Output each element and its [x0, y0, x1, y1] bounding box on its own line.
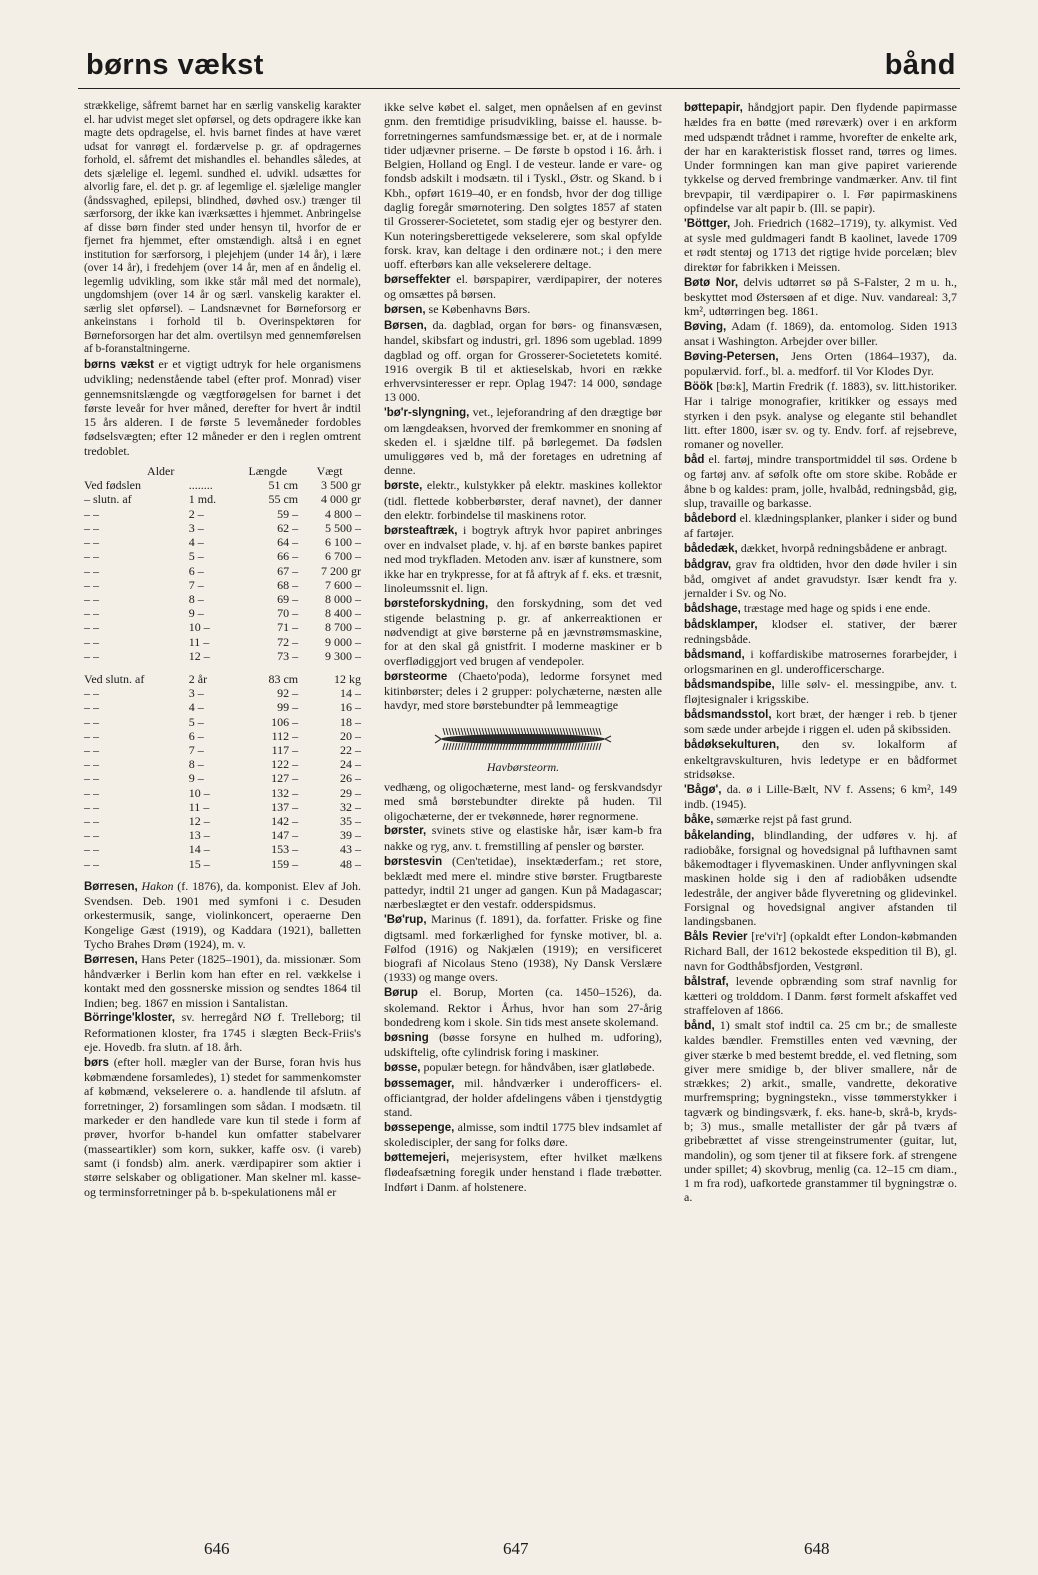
- entry-term: Børresen,: [84, 953, 138, 966]
- growth-table-header: [84, 464, 361, 478]
- entry-term: bådgrav,: [684, 558, 732, 571]
- entry-text: Joh. Friedrich (1682–1719), ty. alkymist. Ved at sysle med guldmageri fandt B kaolinet, lavede 1709 et rødt stentøj og 1713 det rigtige hvide porcelæn; blev direktør for fabrikken i Meissen.: [684, 215, 958, 274]
- entry-bors: [84, 1055, 361, 1199]
- age-value: 9 –: [188, 606, 204, 621]
- entry-text: Adam (f. 1869), da. entomolog. Siden 1913 ansat i Washington. Arbejder over biller.: [684, 318, 957, 349]
- entry-bor-slyngning: [384, 405, 662, 477]
- age-value: 1 md.: [188, 492, 217, 507]
- weight-value: 8 000 –: [325, 591, 361, 606]
- growth-row: [84, 715, 361, 729]
- page-number: 646: [204, 1539, 230, 1558]
- entry-term: bøsse,: [384, 1061, 421, 1074]
- entry-term: Børresen,: [84, 880, 138, 893]
- entry-bottemejeri: [384, 1150, 662, 1194]
- growth-table: [84, 464, 361, 871]
- entry-baalstraf: [684, 974, 957, 1018]
- entry-baadebord: [684, 511, 957, 541]
- entry-text: elektr., kulstykker på elektr. maskines kollektor (tidl. flettede kobberbørster, deraf navnet), der danner den elektr. forbindelse til maskinens rotor.: [384, 478, 662, 522]
- weight-value: 22 –: [340, 742, 361, 757]
- age-value: 12 –: [188, 813, 210, 828]
- age-value: 4 –: [188, 700, 204, 715]
- growth-row: [84, 507, 361, 521]
- growth-row: [84, 686, 361, 700]
- length-value: 62 –: [277, 520, 299, 535]
- age-value: 11 –: [188, 799, 210, 814]
- weight-value: 9 300 –: [325, 648, 361, 663]
- weight-value: 4 000 gr: [321, 492, 361, 507]
- growth-row: [84, 786, 361, 800]
- age-label: Ved slutn. af: [84, 671, 145, 686]
- growth-row: [84, 592, 361, 606]
- length-value: 106 –: [271, 714, 299, 729]
- entry-baadedaek: [684, 541, 957, 556]
- length-value: 142 –: [271, 813, 299, 828]
- age-value: 8 –: [188, 757, 204, 772]
- entry-borns-vaekst: [84, 357, 361, 458]
- age-value: 10 –: [188, 785, 210, 800]
- entry-term: Båls Revier: [684, 931, 748, 944]
- weight-value: 35 –: [340, 813, 361, 828]
- growth-row: [84, 521, 361, 535]
- length-value: 70 –: [277, 606, 299, 621]
- entry-continuation: ikke selve købet el. salget, men opnåelsen af en gevinst gnm. den fremtidige prisudvikling, baisse el. hausse. b-forretningernes samfundsmæssige bet. er, at de i normale tider udjævner priserne. – De første b opstod i 16. årh. i Belgien, Holland og Engl. I de vesteur. lande er vare- og fondsb adskilt i modsætn. til i Tyskl., Østr. og Skand. b i Kbh., opført 1619–40, er en fondsb, hvor der dog tillige daglig foregår smørnotering. Den solgtes 1857 af staten til Grosserer-Societetet, som stadig ejer og bestyrer den. Kun noteringsberettigede vekselerere, som skal opfylde forsk. krav, kan deltage i den ordinære not.; i den mere uoff. efterbørs kan alle vekselerere deltage.: [384, 100, 662, 272]
- entry-text: mil. håndværker i underofficers- el. officiantgrad, der holder afdelingens våben i tjenstdygtig stand.: [384, 1075, 663, 1120]
- entry-baadgrav: [684, 557, 957, 601]
- entry-term: Börringe'kloster,: [84, 1012, 175, 1025]
- age-value: 7 –: [188, 742, 204, 757]
- entry-text: håndgjort papir. Den flydende papirmasse hældes fra en bøtte (med røreværk) over i en arkform med udspændt trådnet i ramme, hvorefter de enkelte ark, der har en karakteristisk flosset rand, tørres og limes. Under formningen kan man give papiret varierende tykkelse og derved frembringe vandmærker. Anv. til fint brevpapir, til værdipapirer o. l. Før papirmaskinens opfindelse var alt papir b. (Ill. se papir).: [684, 100, 957, 216]
- age-label: – –: [84, 742, 99, 757]
- age-value: 4 –: [188, 535, 204, 550]
- entry-baake: [684, 812, 957, 827]
- age-label: – –: [84, 700, 99, 715]
- left-guide-word: børns vækst: [86, 49, 264, 81]
- growth-row: [84, 800, 361, 814]
- entry-text: da. ø i Lille-Bælt, NV f. Assens; 6 km², 149 indb. (1945).: [684, 781, 957, 811]
- weight-value: 48 –: [340, 856, 361, 871]
- entry-term: børsen,: [384, 304, 426, 317]
- entry-term: børsteorme: [384, 670, 448, 683]
- entry-borster: [384, 823, 662, 853]
- weight-value: 24 –: [340, 757, 361, 772]
- age-label: – –: [84, 813, 99, 828]
- entry-text: lille sølv- el. messingpibe, anv. t. fløjtesignaler i krigsskibe.: [684, 677, 958, 707]
- age-label: – –: [84, 606, 99, 621]
- age-label: – –: [84, 620, 99, 635]
- entry-text: grav fra oldtiden, hvor den døde hviler i sin båd, omgivet af andet gravudstyr. Især kendt fra y. jernalder i Sv. og No.: [684, 556, 958, 601]
- age-label: – –: [84, 728, 99, 743]
- entry-term: bøssemager,: [384, 1077, 455, 1090]
- length-value: 64 –: [277, 535, 299, 550]
- entry-text: klodser el. stativer, der bærer redningsbåde.: [684, 616, 957, 647]
- column-2: [384, 100, 662, 1194]
- entry-term: bådsmandsstol,: [684, 709, 772, 722]
- entry-text: blindlanding, der udføres v. hj. af radiobåke, forsignal og hovedsignal på lufthavnen samt båkemodtager i flyvemaskinen. Under anflyvningen skal maskinen holde sig i den af radiobåken udsendte ledestråle, der angiver både flyveretning og glidevinkel. Forsignal og hovedsignal angiver afstanden til landingsbanen.: [684, 827, 957, 929]
- entry-baadsmandspibe: [684, 677, 957, 707]
- entry-text: sømærke rejst på fast grund.: [716, 811, 853, 826]
- entry-text: populær betegn. for håndvåben, især glatløbede.: [423, 1059, 655, 1074]
- age-label: Ved fødslen: [84, 478, 141, 493]
- length-value: 68 –: [277, 577, 299, 592]
- entry-bosning: [384, 1030, 662, 1060]
- length-value: 137 –: [271, 799, 299, 814]
- growth-row: [84, 620, 361, 634]
- growth-row: [84, 606, 361, 620]
- age-label: – –: [84, 757, 99, 772]
- age-label: – –: [84, 563, 99, 578]
- length-value: 122 –: [271, 757, 299, 772]
- length-value: 153 –: [271, 842, 299, 857]
- age-label: – –: [84, 714, 99, 729]
- entry-baand: [684, 1018, 957, 1205]
- length-value: 159 –: [271, 856, 299, 871]
- weight-value: 29 –: [340, 785, 361, 800]
- age-value: 3 –: [188, 686, 204, 701]
- entry-continuation: strækkelige, såfremt barnet har en særlig vanskelig karakter el. har udvist meget slet opførsel, og dets opdragere ikke kan magte dets opdragelse, el. hvis barnet findes at have været udsat for vanrøgt el. fordærvelse p. gr. af opdragernes forhold, el. såfremt det mishandles el. behandles således, at dets sjælelige el. legeml. sundhed el. udvikl. udsættes for alvorlig fare, el. det p. gr. af legemlige el. sjælelige mangler (åndssvaghed, epilepsi, blindhed, døvhed osv.) trænger til særforsorg, der ikke kan iværksættes i hjemmet. Anbringelse af disse børn finder sted under hensyn til, hvorfor de er fjernet fra hjemmet, efter omstændigh. altså i en egnet institution for særforsorg, i plejehjem (under 14 år), i lære (over 14 år), i fredehjem (over 14 år, men af en åndelig el. legemlig udvikling, som ikke står mål med det normale), ungdomshjem (over 14 år og særl. vanskelig karakter el. særlig slet opførsel). – Landsnævnet for Børneforsorg er ankeinstans i forhold til b. Overinspektøren for Børneforsorgen har det alm. overtilsyn med gennemførelsen af b-foranstaltningerne.: [84, 100, 361, 355]
- column-1: [84, 100, 361, 1199]
- entry-borste: [384, 478, 662, 522]
- entry-boving: [684, 319, 957, 349]
- length-value: 66 –: [277, 549, 299, 564]
- entry-text: el. klædningsplanker, planker i sider og bund af fartøjer.: [684, 510, 958, 541]
- entry-term: Böök: [684, 381, 713, 394]
- growth-row: [84, 672, 361, 686]
- entry-term: Bøtø Nor,: [684, 276, 739, 289]
- entry-term: børns vækst: [84, 359, 154, 371]
- entry-borseffekter: [384, 272, 662, 302]
- entry-text: (efter holl. mægler van der Burse, foran hvis hus købmændene forsamledes), 1) stedet for sammenkomster af købmænd, vekselerere o. a. handlende til afslutn. af forretninger, 2) forsamlingen som sådan. I modsætn. til markeder er den handlede vare kun til stede i form af prøver, hvorfor b-handel kun omfatter stabelvarer (masseartikler) som korn, sukker, kaffe osv. (i vareb) samt (i fondsb) alm. anerk. værdipapirer som aktier i større selskaber og obligationer. Man skelner ml. kasse- og terminsforretninger på b. b-spekulationens mål er: [84, 1054, 362, 1199]
- entry-text: den sv. lokalform af enkeltgravskulturen, hvis ledetype er en bådformet stridsøkse.: [684, 737, 958, 781]
- length-value: 73 –: [277, 648, 299, 663]
- age-value: 8 –: [188, 591, 204, 606]
- length-value: 69 –: [277, 591, 299, 606]
- entry-text: kort bræt, der hænger i reb. b tjener som sæde under arbejde i riggen el. uden på skibssiden.: [684, 707, 958, 737]
- length-value: 72 –: [277, 634, 299, 649]
- weight-value: 12 kg: [334, 671, 361, 686]
- growth-row: [84, 771, 361, 785]
- weight-value: 9 000 –: [325, 634, 361, 649]
- entry-term: bøsning: [384, 1031, 429, 1044]
- entry-text: 1) smalt stof indtil ca. 25 cm br.; de smalleste kaldes bændler. Fremstilles enten ved vævning, der giver stærke b med bestemt bredde, el. ved fletning, som giver mere smidige b, der bliver smallere, når de strækkes; 2) arkit., smalle, vandrette, dekorative murfremspring; bygningstekn., visse tømmerstykker i tagværk og bindingsværk, f. eks. hane-b, skrå-b, kryds-b; 3) mus., smalle metallister der går på tværs af gribebrættet af visse strengeinstrumenter (guitar, lut, mandolin), og som tjener til at fiksere fork. af strengene under spillet; 4) skovbrug, menlig (ca. 12–15 cm diam., 1 m fra rod), uafkortede granstammer til bygningstræ o. a.: [684, 1017, 958, 1205]
- entry-term: børseffekter: [384, 274, 451, 287]
- entry-term: børste,: [384, 480, 423, 493]
- entry-text: el. Borup, Morten (ca. 1450–1526), da. skolemand. Rektor i Århus, hvor han som 27-årig bondedreng kom i skole. Sin tids mest ansete skolemand.: [384, 985, 663, 1029]
- entry-baadokse: [684, 737, 957, 781]
- age-label: – –: [84, 686, 99, 701]
- growth-row: [84, 857, 361, 871]
- entry-text: vet., lejeforandring af den drægtige bør om længdeaksen, hvorved der fremkommer en snoning af skeden el. i sjældne tilf. på børlegemet. Da fødslen umuliggøres ved b, må der foretages en udretning af denne.: [384, 405, 662, 478]
- weight-value: 6 100 –: [325, 535, 361, 550]
- entry-term: børsteaftræk,: [384, 524, 458, 537]
- entry-term: bådsmand,: [684, 648, 745, 661]
- entry-term: 'Bågø',: [684, 783, 722, 796]
- length-value: 92 –: [277, 686, 299, 701]
- entry-term: bådshage,: [684, 603, 741, 616]
- header-weight: Vægt: [316, 464, 343, 479]
- weight-value: 7 200 gr: [321, 563, 361, 578]
- entry-term: bånd,: [684, 1019, 715, 1032]
- page-header: [78, 44, 960, 89]
- entry-continuation: vedhæng, og oligochæterne, mest land- og ferskvandsdyr med små børstebundter direkte på huden. Til oligochæterne, der er tvekønnede, hører regnormene.: [384, 780, 662, 823]
- weight-value: 5 500 –: [325, 520, 361, 535]
- header-age: Alder: [147, 464, 175, 479]
- age-label: – –: [84, 828, 99, 843]
- age-value: 10 –: [188, 620, 210, 635]
- entry-text: delvis udtørret sø på S-Falster, 2 m u. h., beskyttet mod Østersøen af et dige. Nuv. vandareal: 3,7 km², udtørringen beg. 1861.: [684, 274, 957, 319]
- age-label: – –: [84, 506, 99, 521]
- entry-term: bådedæk,: [684, 542, 738, 555]
- entry-text: (Cen'tetidae), insektæderfam.; ret store, beklædt med mere el. mindre stive børster. Frugtbareste pattedyr, indtil 21 unger ad gangen. Kun på Madagascar; nærbeslægtet er den vestafr. odderspidsmus.: [384, 853, 663, 912]
- bristle-worm-icon: [433, 726, 613, 752]
- growth-row: [84, 729, 361, 743]
- growth-row: [84, 478, 361, 492]
- entry-bosse: [384, 1060, 662, 1075]
- growth-row: [84, 757, 361, 771]
- page-number: 648: [804, 1539, 830, 1558]
- length-value: 99 –: [277, 700, 299, 715]
- age-value: ........: [188, 478, 213, 493]
- page-number: 647: [503, 1539, 529, 1558]
- length-value: 117 –: [271, 742, 299, 757]
- age-value: 5 –: [188, 549, 204, 564]
- entry-text: da. dagblad, organ for børs- og finansvæsen, handel, skibsfart og industri, grl. 1896 som ugeblad. 1899 dagblad og off. organ for Grosserer-Societetets komité. 1916 overgik B til et aktieselskab, hvori en række erhvervsinteresser er repr. Oplag 1947: 14 000, søndage 13 000.: [384, 317, 662, 405]
- age-value: 13 –: [188, 828, 210, 843]
- growth-row: [84, 842, 361, 856]
- entry-borsteforskydning: [384, 596, 662, 668]
- right-guide-word: bånd: [884, 49, 956, 81]
- entry-bossemager: [384, 1076, 662, 1120]
- growth-row: [84, 578, 361, 592]
- age-value: 3 –: [188, 520, 204, 535]
- bristle-worm-illustration: [384, 726, 662, 755]
- entry-borresen-hans: [84, 952, 361, 1010]
- age-value: 15 –: [188, 856, 210, 871]
- age-value: 2 –: [188, 506, 204, 521]
- entry-term: Børup: [384, 987, 418, 1000]
- entry-term: børster,: [384, 825, 427, 838]
- entry-term: bøttepapir,: [684, 102, 743, 114]
- weight-value: 14 –: [340, 686, 361, 701]
- entry-term: båkelanding,: [684, 829, 755, 842]
- weight-value: 43 –: [340, 842, 361, 857]
- growth-row: [84, 649, 361, 663]
- age-value: 12 –: [188, 648, 210, 663]
- entry-baals-revier: [684, 929, 957, 973]
- entry-book: [684, 379, 957, 451]
- entry-text: el. børspapirer, værdipapirer, der noteres og omsættes på børsen.: [384, 272, 662, 302]
- growth-row: [84, 564, 361, 578]
- entry-borresen-hakon: [84, 879, 361, 951]
- length-value: 67 –: [277, 563, 299, 578]
- age-value: 6 –: [188, 728, 204, 743]
- age-label: – slutn. af: [84, 492, 132, 507]
- length-value: 71 –: [277, 620, 299, 635]
- illustration-caption: Havbørsteorm.: [486, 759, 560, 774]
- entry-borup-morten: [384, 985, 662, 1029]
- weight-value: 18 –: [340, 714, 361, 729]
- entry-text: i bogtryk aftryk hvor papiret anbringes over en indvalset plade, v. hj. af en børste bankes papiret ned mod trykfladen. Metoden anv. især af kunstnere, som ikke har en trykpresse, for at få aftryk af f. eks. et træsnit, linoleumssnit el. lign.: [384, 522, 663, 595]
- entry-name: Hakon: [141, 878, 174, 893]
- entry-text: er et vigtigt udtryk for hele organismens udvikling; nedenstående tabel (efter prof. Monrad) viser gennemsnitslængde og vægtforøgelsen for barnet i det første leveår for hver måned, derefter for hvert år indtil 15 års alderen. I de første 5 levemåneder fordobles fødselsvægten; efter 12 måneder er den i reglen omtrent tredoblet.: [84, 357, 361, 458]
- age-label: – –: [84, 648, 99, 663]
- age-label: – –: [84, 520, 99, 535]
- entry-text: se Københavns Børs.: [428, 302, 531, 317]
- length-value: 55 cm: [268, 492, 299, 507]
- entry-text: Jens Orten (1864–1937), da. populærvid. forf., bl. a. medforf. til Vor Klodes Dyr.: [684, 349, 957, 379]
- entry-term: børs: [84, 1056, 109, 1069]
- entry-baago: [684, 782, 957, 812]
- age-label: – –: [84, 785, 99, 800]
- growth-row: [84, 814, 361, 828]
- entry-borsen-newspaper: [384, 318, 662, 405]
- age-value: 14 –: [188, 842, 210, 857]
- age-label: – –: [84, 535, 99, 550]
- length-value: 127 –: [271, 771, 299, 786]
- weight-value: 8 400 –: [325, 606, 361, 621]
- entry-text: [re'vi'r] (opkaldt efter London-købmanden Richard Ball, der 1612 bekostede ekspedition til B), gl. navn for Godthåbsfjorden, Vestgrønl.: [684, 929, 958, 973]
- weight-value: 16 –: [340, 700, 361, 715]
- age-label: – –: [84, 634, 99, 649]
- entry-borsen: [384, 302, 662, 317]
- age-label: – –: [84, 799, 99, 814]
- entry-baadsmand: [684, 647, 957, 677]
- entry-text: svinets stive og elastiske hår, især kam-b fra nakke og ryg, anv. t. fremstilling af pensler og børster.: [384, 823, 663, 853]
- length-value: 112 –: [271, 728, 299, 743]
- column-3: [684, 100, 957, 1205]
- entry-boving-petersen: [684, 349, 957, 379]
- growth-row: [84, 492, 361, 506]
- weight-value: 20 –: [340, 728, 361, 743]
- age-value: 6 –: [188, 563, 204, 578]
- header-length: Længde: [248, 464, 288, 479]
- growth-row: [84, 700, 361, 714]
- entry-borsteorme: [384, 669, 662, 713]
- weight-value: 26 –: [340, 771, 361, 786]
- entry-baad: [684, 452, 957, 510]
- age-value: 7 –: [188, 577, 204, 592]
- entry-boto-nor: [684, 275, 957, 319]
- age-value: 5 –: [188, 714, 204, 729]
- growth-row: [84, 549, 361, 563]
- entry-text: i koffardiskibe matrosernes forarbejder, i orlogsmarinen en gl. underofficerscharge.: [684, 646, 957, 677]
- entry-term: båd: [684, 454, 705, 467]
- entry-term: bålstraf,: [684, 975, 729, 988]
- age-value: 2 år: [188, 671, 208, 686]
- entry-term: båke,: [684, 813, 714, 826]
- entry-bottepapir: [684, 100, 957, 215]
- entry-text: [bø:k], Martin Fredrik (f. 1883), sv. litt.historiker. Har i talrige monografier, kritikker og essays med styrken i den psyk. analyse og elegante stil behandlet litt. efter 1800, især sv. og ty. Endv. forf. af rejsebreve, romaner og noveller.: [684, 379, 957, 452]
- entry-text: den forskydning, som det ved stigende belastning p. gr. af ankerreaktionen er nødvendigt at give børsterne på en jævnstrømsmaskine, for at den skal gå gnistfrit. I moderne maskiner er b overflødiggjort ved brugen af vendepoler.: [384, 595, 663, 668]
- length-value: 83 cm: [268, 671, 299, 686]
- entry-text: (f. 1876), da. komponist. Elev af Joh. Svendsen. Deb. 1901 med symfoni i c. Desuden orkestermusik, sange, violinkoncert, operaerne Den Kongelige Gæst (1919), og Kaddara (1921), balletten Tycho Brahes Drøm (1924), m. v.: [84, 878, 362, 951]
- growth-row: [84, 635, 361, 649]
- entry-text: mejerisystem, efter hvilket mælkens flødeafsætning foregik under henstand i flade træbøtter. Indført i Danm. af holstenere.: [384, 1149, 662, 1194]
- growth-row: [84, 743, 361, 757]
- entry-bottger: [684, 216, 957, 274]
- entry-term: bådsklamper,: [684, 618, 758, 631]
- entry-text: (bøsse forsyne en hulhed m. udforing), udskiftelig, ofte cylindrisk foring i maskiner.: [384, 1029, 663, 1059]
- entry-text: træstage med hage og spids i ene ende.: [743, 601, 931, 616]
- entry-text: almisse, som indtil 1775 blev indsamlet af skolediscipler, der sang for folks døre.: [384, 1119, 662, 1150]
- entry-term: Bøving,: [684, 320, 727, 333]
- age-value: 9 –: [188, 771, 204, 786]
- weight-value: 3 500 gr: [321, 478, 361, 493]
- weight-value: 7 600 –: [325, 577, 361, 592]
- age-label: – –: [84, 842, 99, 857]
- entry-term: børstesvin: [384, 855, 443, 868]
- entry-baadsmandsstol: [684, 707, 957, 737]
- age-label: – –: [84, 856, 99, 871]
- age-value: 11 –: [188, 634, 210, 649]
- entry-text: levende opbrænding som straf navnlig for kætteri og trolddom. I Danm. først formelt afskaffet ved straffeloven af 1866.: [684, 973, 957, 1018]
- age-label: – –: [84, 591, 99, 606]
- entry-term: bådsmandspibe,: [684, 679, 775, 692]
- entry-baadshage: [684, 601, 957, 616]
- entry-baakelanding: [684, 828, 957, 929]
- entry-borringe-kloster: [84, 1010, 361, 1054]
- entry-term: 'bø'r-slyngning,: [384, 407, 470, 420]
- entry-term: 'Bø'rup,: [384, 914, 427, 927]
- entry-text: dækket, hvorpå redningsbådene er anbragt.: [740, 540, 948, 555]
- entry-text: Hans Peter (1825–1901), da. missionær. Som håndværker i Berlin kom han efter en rel. vækkelse i kontakt med den gossnerske mission og sendtes 1864 til Indien; beg. 1867 en mission i Santalistan.: [84, 951, 361, 1010]
- entry-term: 'Böttger,: [684, 217, 731, 230]
- entry-term: bådøksekulturen,: [684, 739, 780, 752]
- entry-text: el. fartøj, mindre transportmiddel til søs. Ordene b og fartøj anv. af søfolk ofte om store skibe. Robåde er åbne b og kaldes: pram, jolle, hvalbåd, redningsbåd, gig, slup, travaille og barkasse.: [684, 452, 958, 511]
- growth-row: [84, 535, 361, 549]
- entry-term: Bøving-Petersen,: [684, 351, 779, 364]
- age-label: – –: [84, 577, 99, 592]
- entry-text: sv. herregård NØ f. Trelleborg; til Reformationen kloster, fra 1745 i slægten Beck-Friis's eje. Hovedb. fra slutn. af 18. årh.: [84, 1010, 361, 1055]
- entry-term: bøssepenge,: [384, 1121, 455, 1134]
- age-label: – –: [84, 549, 99, 564]
- entry-bossepenge: [384, 1120, 662, 1150]
- entry-text: (Chaeto'poda), ledorme forsynet med kitinbørster; deles i 2 grupper: polychæterne, næsten alle havdyr, med store børstebundter på lemmeagtige: [384, 668, 662, 713]
- entry-term: børsteforskydning,: [384, 597, 489, 610]
- weight-value: 39 –: [340, 828, 361, 843]
- length-value: 147 –: [271, 828, 299, 843]
- entry-term: bådebord: [684, 512, 737, 525]
- entry-term: Børsen,: [384, 319, 427, 332]
- age-label: – –: [84, 771, 99, 786]
- weight-value: 4 800 –: [325, 506, 361, 521]
- length-value: 51 cm: [268, 478, 299, 493]
- growth-row: [84, 828, 361, 842]
- entry-borsteaftraek: [384, 523, 662, 595]
- weight-value: 32 –: [340, 799, 361, 814]
- entry-borup-marinus: [384, 912, 662, 984]
- weight-value: 6 700 –: [325, 549, 361, 564]
- entry-term: bøttemejeri,: [384, 1151, 450, 1164]
- entry-borstesvin: [384, 854, 662, 912]
- entry-baadsklamper: [684, 617, 957, 647]
- table-spacer: [84, 663, 361, 672]
- entry-text: Marinus (f. 1891), da. forfatter. Friske og fine digtsaml. med forkærlighed for fynske motiver, bl. a. Følfod (1916) og Nakjælen (1919); en versificeret biografi af Nicolaus Steno (1938), Ny Dansk Verslære (1933) og mange overs.: [384, 912, 663, 985]
- length-value: 132 –: [271, 785, 299, 800]
- weight-value: 8 700 –: [325, 620, 361, 635]
- length-value: 59 –: [277, 506, 299, 521]
